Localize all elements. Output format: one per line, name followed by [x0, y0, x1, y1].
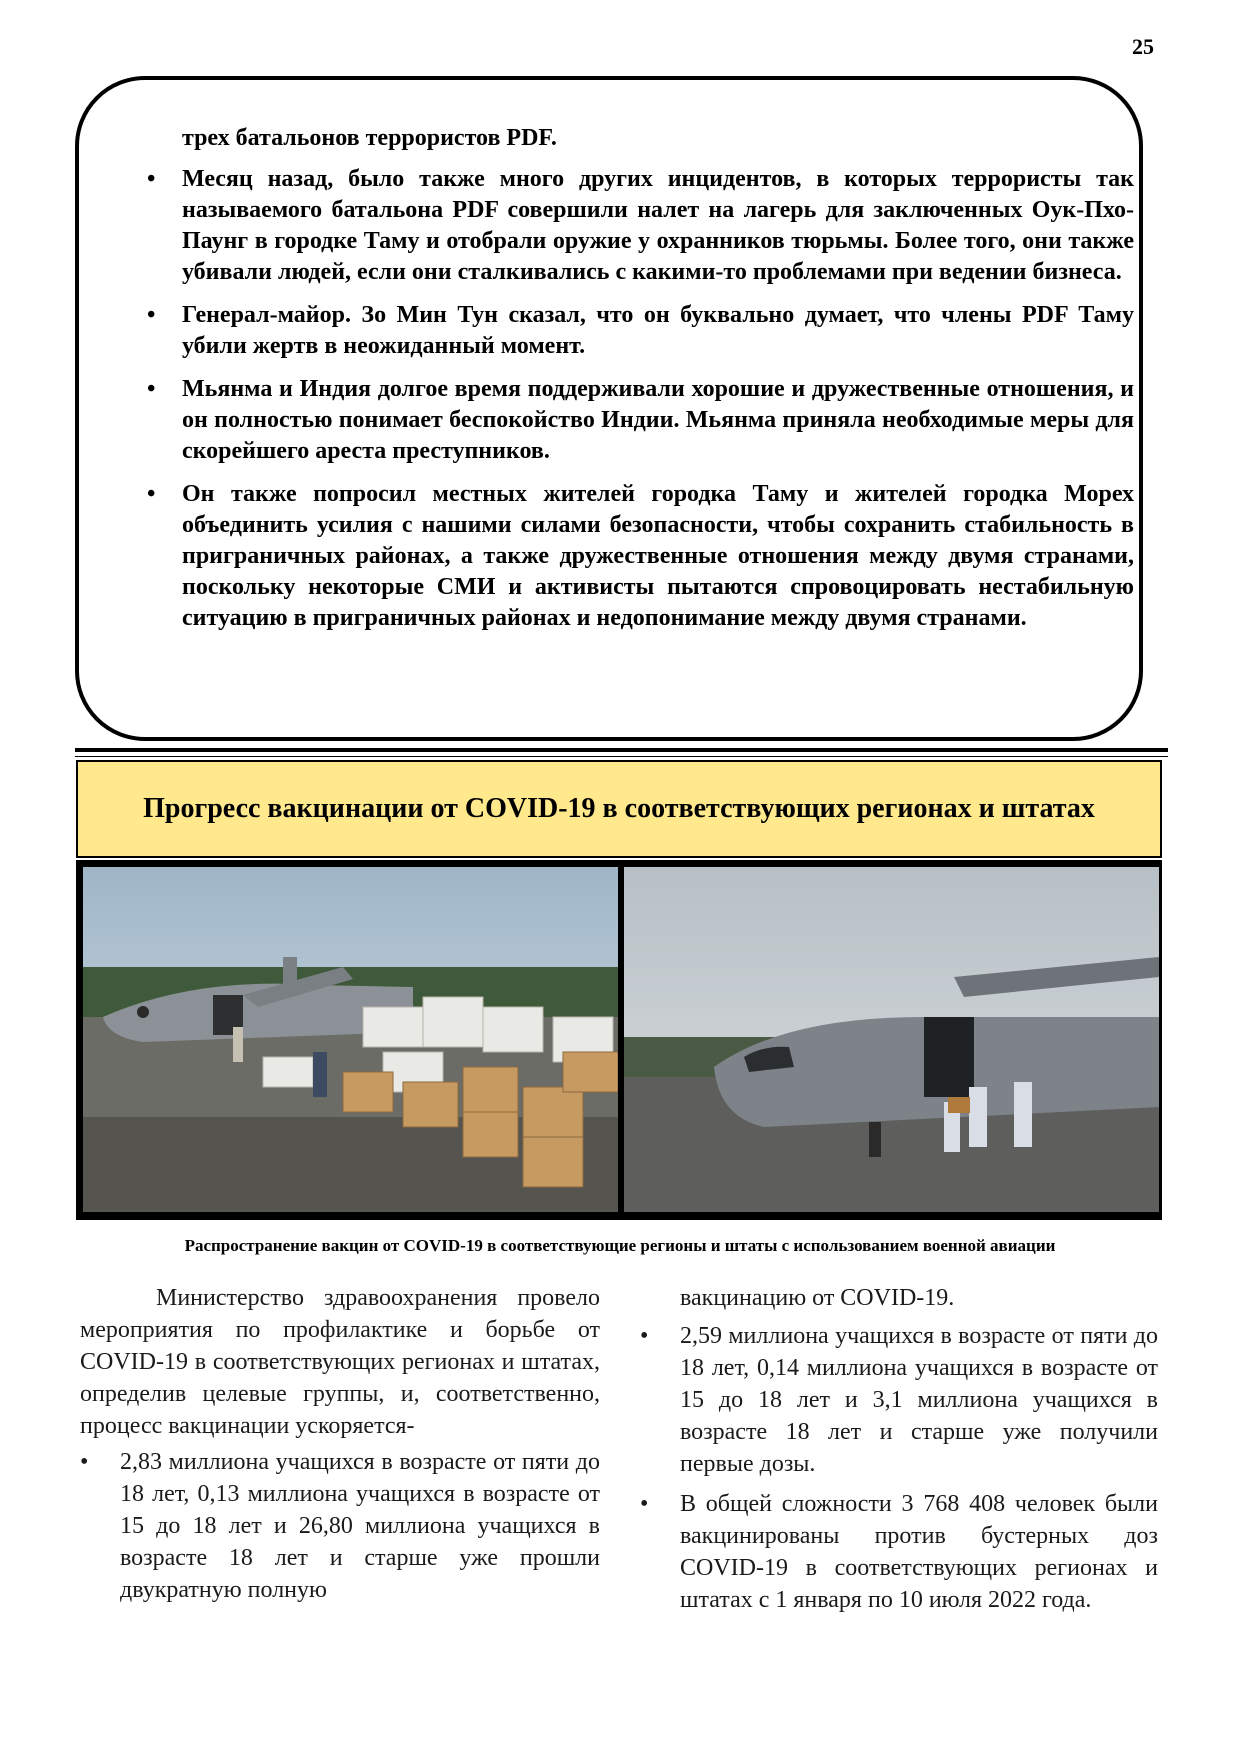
photo-frame [76, 860, 1162, 1220]
intro-paragraph: Министерство здравоохранения провело мероприятия по профилактике и борьбе от COVID-19 в соответствующих регионах и штатах, определив целевые группы, и, соответственно, процесс вакцинации ускоряется- [80, 1285, 600, 1439]
photo-caption: Распространение вакцин от COVID-19 в соответствующие регионы и штаты с использованием военной авиации [184, 1236, 1056, 1255]
section-divider-thick [75, 748, 1168, 752]
box-continuation-text: трех батальонов террористов PDF. [182, 125, 557, 151]
vaccination-bullet: • В общей сложности 3 768 408 человек были вакцинированы против бустерных доз COVID-19 в соответствующих регионах и штатах с 1 января по 10 июля 2022 года. [640, 1488, 1158, 1616]
box-bullet-item: • Мьянма и Индия долгое время поддерживали хорошие и дружественные отношения, и он полностью понимает беспокойство Индии. Мьянма приняла необходимые меры для скорейшего ареста преступников. [182, 374, 1134, 467]
vaccination-bullet: • 2,59 миллиона учащихся в возрасте от пяти до 18 лет, 0,14 миллиона учащихся в возрасте от 15 до 18 лет и 3,1 миллиона учащихся в возрасте 18 лет и старше уже получили первые дозы. [640, 1320, 1158, 1480]
box-bullet-item: • Генерал-майор. Зо Мин Тун сказал, что он буквально думает, что члены PDF Таму убили жертв в неожиданный момент. [182, 300, 1134, 362]
box-bullet-item: • Месяц назад, было также много других инцидентов, в которых террористы так называемого батальона PDF совершили налет на лагерь для заключенных Оук-Пхо-Паунг в городке Таму и отобрали оружие у охранников тюрьмы. Более того, они также убивали людей, если они сталкивались с какими-то проблемами при ведении бизнеса. [182, 164, 1134, 288]
right-column [640, 1282, 1158, 1624]
right-bullet-list [640, 1320, 1158, 1616]
page-number: 25 [1132, 34, 1154, 59]
section-heading [76, 760, 1162, 858]
box-bullet-item: • Он также попросил местных жителей городка Таму и жителей городка Морех объединить усилия с нашими силами безопасности, чтобы сохранить стабильность в приграничных районах, а также дружественные отношения между двумя странами, поскольку некоторые СМИ и активисты пытаются спровоцировать нестабильную ситуацию в приграничных районах и недопонимание между двумя странами. [182, 479, 1134, 634]
left-column [80, 1282, 600, 1614]
box-bullet-list [182, 164, 1134, 646]
section-heading-text: Прогресс вакцинации от COVID-19 в соответствующих регионах и штатах [143, 793, 1095, 824]
photo-aircraft-unloading-cargo [83, 867, 618, 1212]
section-divider-thin [75, 756, 1168, 757]
left-bullet-list [80, 1446, 600, 1606]
photo-aircraft-crew-loading [624, 867, 1159, 1212]
vaccination-bullet: • 2,83 миллиона учащихся в возрасте от пяти до 18 лет, 0,13 миллиона учащихся в возрасте от 15 до 18 лет и 26,80 миллиона учащихся в возрасте 18 лет и старше уже прошли двукратную полную [80, 1446, 600, 1606]
vaccination-bullet-continuation: вакцинацию от COVID-19. [680, 1285, 955, 1311]
